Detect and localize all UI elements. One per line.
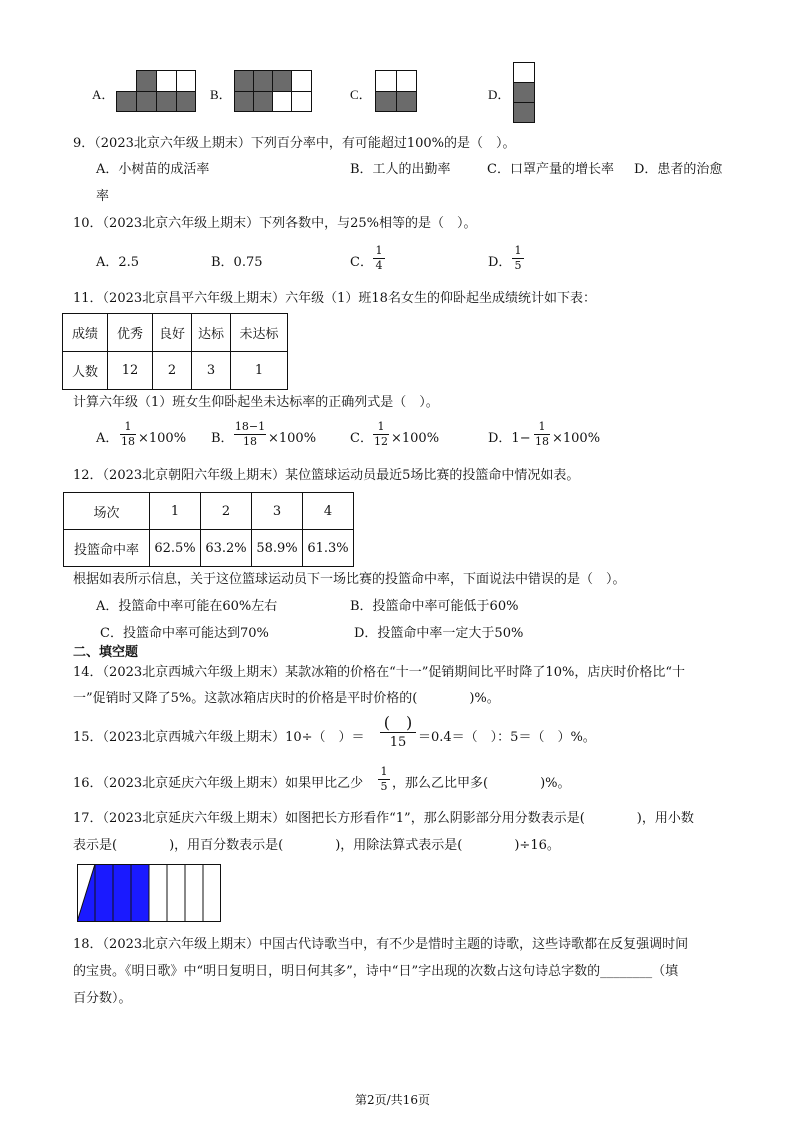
numerator: 1 [377, 420, 385, 433]
q11-header-cell: 良好 [153, 314, 192, 352]
q15-blank-numerator[interactable]: ( ) [383, 713, 413, 732]
denominator: 18 [243, 435, 257, 448]
q15-denominator: 15 [389, 735, 407, 750]
q12-option-b: B．投篮命中率可能低于60% [350, 599, 519, 614]
q11-row-cell: 人数 [63, 352, 108, 390]
q12-header-cell: 4 [303, 493, 354, 530]
q16-tail: ，那么乙比甲多( )%。 [392, 776, 571, 791]
q8-figure-a [116, 70, 196, 112]
q11-row-cell: 12 [108, 352, 153, 390]
q11-option-b-fraction [234, 421, 266, 448]
q11-option-c-tail: ×100% [391, 431, 440, 446]
q18-line2: 的宝贵。《明日歌》中“明日复明日，明日何其多”，诗中“日”字出现的次数占这句诗总字数的________（填 [73, 964, 679, 979]
q8-figure-b [234, 70, 312, 112]
q14-line2: 一”促销时又降了5%。这款冰箱店庆时的价格是平时价格的( )%。 [73, 691, 500, 706]
q16-fraction [378, 766, 390, 793]
q11-option-c-fraction [373, 421, 389, 448]
denominator: 5 [380, 780, 388, 793]
q11-header-cell: 成绩 [63, 314, 108, 352]
q12-stem: 12．（2023北京朝阳六年级上期末）某位篮球运动员最近5场比赛的投篮命中情况如表。 [73, 468, 580, 483]
q10-option-c-fraction [373, 245, 385, 272]
q8-option-a-label: A． [92, 87, 115, 102]
q12-header-cell: 2 [201, 493, 252, 530]
q11-row-cell: 1 [231, 352, 288, 390]
q12-option-c: C．投篮命中率可能达到70% [100, 626, 269, 641]
numerator: 1 [380, 765, 388, 778]
q17-rectangle-figure [77, 864, 221, 922]
denominator: 4 [375, 259, 383, 272]
q9-option-d: D．患者的治愈 [634, 162, 723, 177]
q18-line1: 18．（2023北京六年级上期末）中国古代诗歌当中，有不少是惜时主题的诗歌，这些诗歌都在反复强调时间 [73, 937, 689, 952]
section-fill-in-heading: 二、填空题 [73, 645, 139, 660]
q10-option-d-fraction [512, 245, 524, 272]
q9-option-b: B．工人的出勤率 [350, 162, 451, 177]
q14-line1: 14．（2023北京西城六年级上期末）某款冰箱的价格在“十一”促销期间比平时降了10%，店庆时价格比“十 [73, 665, 685, 680]
q10-option-a: A．2.5 [96, 255, 140, 270]
q12-header-cell: 场次 [64, 493, 150, 530]
q11-option-d-tail: ×100% [552, 431, 601, 446]
q11-header-cell: 优秀 [108, 314, 153, 352]
q11-option-b-label: B． [211, 431, 234, 446]
q11-option-d-fraction [534, 421, 550, 448]
q18-line3: 百分数）。 [73, 991, 132, 1006]
q8-figure-d [513, 62, 535, 123]
q12-header-cell: 1 [150, 493, 201, 530]
q12-option-a: A．投篮命中率可能在60%左右 [96, 599, 278, 614]
q11-row-cell: 3 [192, 352, 231, 390]
q12-option-d: D．投篮命中率一定大于50% [354, 626, 524, 641]
q12-row-cell: 62.5% [150, 530, 201, 567]
q12-header-cell: 3 [252, 493, 303, 530]
q11-option-a-label: A． [96, 431, 119, 446]
q16-head: 16．（2023北京延庆六年级上期末）如果甲比乙少 [73, 776, 364, 791]
q11-header-cell: 达标 [192, 314, 231, 352]
q9-stem: 9．（2023北京六年级上期末）下列百分率中，有可能超过100%的是（ ）。 [73, 136, 516, 151]
q11-header-cell: 未达标 [231, 314, 288, 352]
denominator: 5 [514, 259, 522, 272]
numerator: 18−1 [234, 420, 266, 433]
q8-option-b-label: B． [210, 87, 232, 102]
q10-option-c-label: C． [350, 255, 373, 270]
q8-figure-c [375, 70, 417, 112]
numerator: 1 [514, 244, 522, 257]
numerator: 1 [538, 420, 546, 433]
q15-head: 15．（2023北京西城六年级上期末）10÷（ ）＝ [73, 730, 365, 745]
q11-stem: 11．（2023北京昌平六年级上期末）六年级（1）班18名女生的仰卧起坐成绩统计如下表： [73, 291, 596, 306]
q11-option-a-fraction [120, 421, 136, 448]
denominator: 12 [374, 435, 388, 448]
q12-shooting-table [63, 492, 354, 567]
q11-option-a-tail: ×100% [138, 431, 187, 446]
q12-row-cell: 61.3% [303, 530, 354, 567]
q10-stem: 10．（2023北京六年级上期末）下列各数中，与25%相等的是（ ）。 [73, 216, 477, 231]
q17-line1: 17．（2023北京延庆六年级上期末）如图把长方形看作“1”，那么阴影部分用分数表示是( )，用小数 [73, 811, 694, 826]
q12-row-cell: 投篮命中率 [64, 530, 150, 567]
q11-row-cell: 2 [153, 352, 192, 390]
q9-option-d-wrap: 率 [96, 189, 110, 204]
q11-option-b-tail: ×100% [268, 431, 317, 446]
q11-question: 计算六年级（1）班女生仰卧起坐未达标率的正确列式是（ ）。 [73, 395, 439, 410]
q12-row-cell: 63.2% [201, 530, 252, 567]
page-footer: 第2页/共16页 [355, 1093, 430, 1107]
q10-option-b: B．0.75 [211, 255, 263, 270]
q11-option-d-label: D．1− [488, 431, 531, 446]
q12-question: 根据如表所示信息，关于这位篮球运动员下一场比赛的投篮命中率，下面说法中错误的是（ ）。 [73, 572, 626, 587]
q11-option-c-label: C． [350, 431, 373, 446]
q11-score-table [62, 313, 288, 390]
q8-option-d-label: D． [488, 87, 511, 102]
q9-option-a: A．小树苗的成活率 [96, 162, 210, 177]
q8-option-c-label: C． [350, 87, 372, 102]
q12-row-cell: 58.9% [252, 530, 303, 567]
q9-option-c: C．口罩产量的增长率 [487, 162, 614, 177]
denominator: 18 [535, 435, 549, 448]
numerator: 1 [124, 420, 132, 433]
denominator: 18 [121, 435, 135, 448]
q17-line2: 表示是( )，用百分数表示是( )，用除法算式表示是( )÷16。 [73, 838, 560, 853]
q10-option-d-label: D． [488, 255, 512, 270]
numerator: 1 [375, 244, 383, 257]
q15-tail: ＝0.4＝（ ）：5＝（ ）%。 [418, 730, 596, 745]
q15-fraction [380, 713, 416, 751]
